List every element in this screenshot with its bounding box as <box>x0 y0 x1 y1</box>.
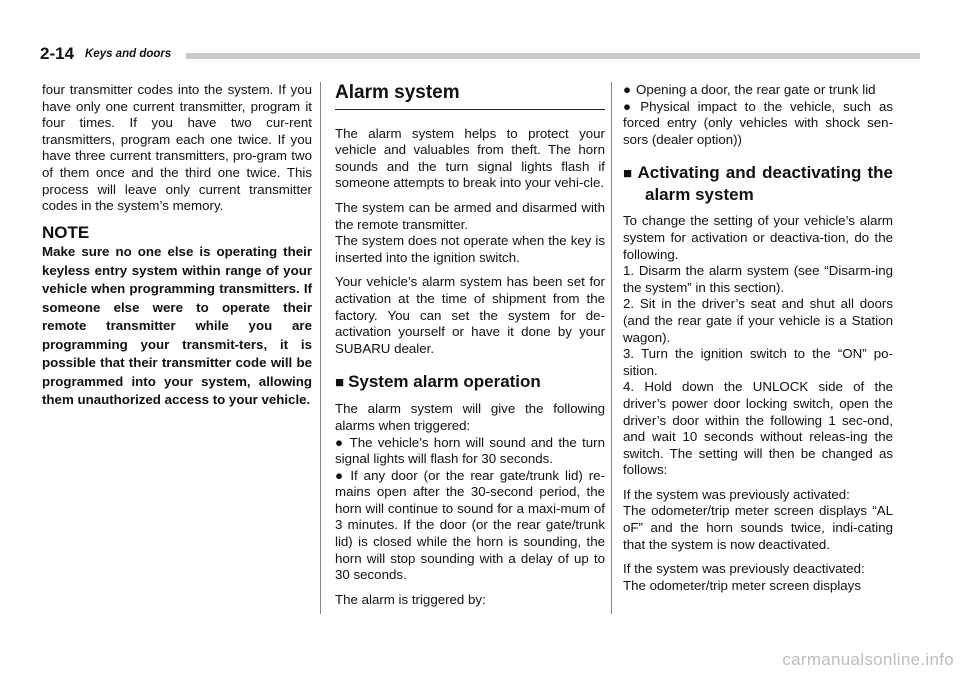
paragraph: The alarm system helps to protect your vehicle and valuables from theft. The horn sounds and the turn signal lights flash if someone attempts to break into your vehi-cle. <box>335 125 605 191</box>
subheading-text: System alarm operation <box>348 372 541 392</box>
column-divider <box>320 82 321 614</box>
subheading <box>335 371 605 393</box>
page-header <box>40 44 920 66</box>
subheading <box>623 162 893 205</box>
square-bullet-icon: ■ <box>335 374 345 392</box>
paragraph: If the system was previously activated: <box>623 486 850 502</box>
bullet-icon: ● <box>335 467 346 483</box>
step-item: 3. Turn the ignition switch to the “ON” po-sition. <box>623 346 893 378</box>
watermark: carmanualsonline.info <box>782 650 954 669</box>
column-right <box>623 82 893 602</box>
section-title: Keys and doors <box>85 48 172 60</box>
subheading-text: Activating and deactivating the alarm system <box>637 163 894 205</box>
bullet-icon: ● <box>623 82 632 97</box>
bullet-item: ● The vehicle’s horn will sound and the turn signal lights will flash for 30 seconds. <box>335 434 605 467</box>
paragraph: The alarm is triggered by: <box>335 591 486 607</box>
column-left <box>42 82 312 418</box>
step-item: 4. Hold down the UNLOCK side of the driver’s power door locking switch, open the driver’s door within the following 1 sec-ond, and wait 10 seconds without releas-ing the switch. The setting will then be changed as follows: <box>623 379 893 478</box>
paragraph: The system does not operate when the key is inserted into the ignition switch. <box>335 233 605 265</box>
paragraph: Your vehicle’s alarm system has been set for activation at the time of shipment from the factory. You can set the system for de-activation yourself or have it done by your SUBARU dealer. <box>335 274 605 356</box>
page-number: 2-14 <box>40 44 75 63</box>
paragraph: To change the setting of your vehicle’s alarm system for activation or deactiva-tion, do the following. <box>623 213 893 262</box>
paragraph: four transmitter codes into the system. If you have only one current transmitter, program it four times. If you have two cur-rent transmitters, program each one twice. If you have three current transmitters, pro-gram two of them once and the third one twice. This process will leave only current transmitter codes in the system’s memory. <box>42 82 312 214</box>
bullet-item: ● If any door (or the rear gate/trunk lid) re-mains open after the 30-second period, the horn will continue to sound for a maxi-mum of 3 minutes. If the door (or the rear gate/trunk lid) is closed while the horn is sounding, the horn will stop sounding with a delay of up to 30 seconds. <box>335 467 605 583</box>
note-title: NOTE <box>42 222 90 242</box>
step-item: 1. Disarm the alarm system (see “Disarm-ing the system” in this section). <box>623 263 893 295</box>
paragraph: The odometer/trip meter screen displays <box>623 577 861 593</box>
header-rule <box>186 53 920 59</box>
section-heading: Alarm system <box>335 85 605 110</box>
note-text: Make sure no one else is operating their keyless entry system within range of your vehicle when programming transmitters. If someone else were to operate their remote transmitter while you are programming your transmit-ters, it is possible that their transmitter code will be programmed into your system, allowing them unauthorized access to your vehicle. <box>42 244 312 408</box>
bullet-item: ● Opening a door, the rear gate or trunk lid <box>623 82 876 97</box>
bullet-icon: ● <box>335 434 345 450</box>
square-bullet-icon: ■ <box>623 165 634 183</box>
paragraph: The system can be armed and disarmed with the remote transmitter. <box>335 199 605 232</box>
bullet-icon: ● <box>623 98 636 114</box>
paragraph: If the system was previously deactivated: <box>623 561 865 577</box>
paragraph: The alarm system will give the following alarms when triggered: <box>335 401 605 433</box>
column-divider <box>611 82 612 614</box>
column-middle <box>335 82 605 616</box>
paragraph: The odometer/trip meter screen displays “AL oF” and the horn sounds twice, indi-cating that the system is now deactivated. <box>623 503 893 552</box>
bullet-item: ● Physical impact to the vehicle, such as forced entry (only vehicles with shock sen-sors (dealer option)) <box>623 98 893 147</box>
step-item: 2. Sit in the driver’s seat and shut all doors (and the rear gate if your vehicle is a Station wagon). <box>623 296 893 345</box>
